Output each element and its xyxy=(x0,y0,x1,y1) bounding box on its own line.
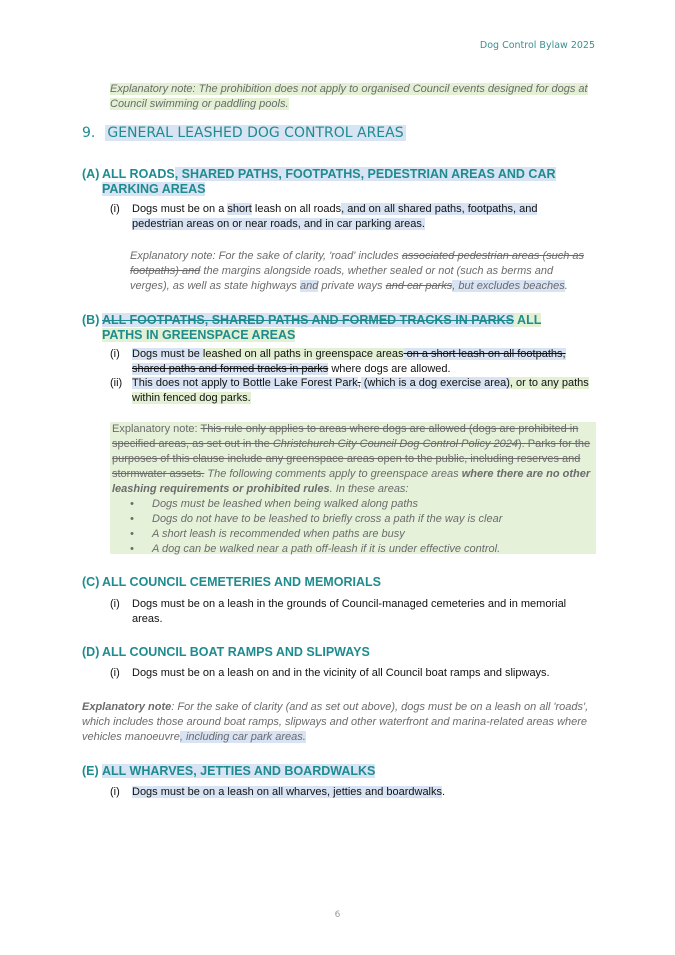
list-item xyxy=(130,512,596,527)
clause-text-added: leashed on all paths in greenspace areas xyxy=(202,348,404,360)
clause-b-ii xyxy=(110,376,590,404)
clause-text: This does not apply to Bottle Lake Forest Park xyxy=(132,377,358,389)
note-text-added: and xyxy=(299,280,319,292)
list-item-text: A dog can be walked near a path off-leash if it is under effective control. xyxy=(152,543,501,555)
clause-body xyxy=(132,376,590,406)
clause-a-i xyxy=(110,202,590,230)
note-text: the margins alongside roads, whether sealed or not (such as berms and verges), as well as state highways xyxy=(130,265,554,292)
subheading-d xyxy=(82,645,582,660)
subheading-a xyxy=(82,167,582,197)
note-text-added: , including car park areas. xyxy=(179,731,306,743)
subheading-letter: (A) xyxy=(82,167,100,181)
section-number: 9. xyxy=(82,125,96,141)
clause-text-added: , and on all shared paths, footpaths, and pedestrian areas on or near roads, and in car parking areas. xyxy=(132,203,538,230)
explanatory-note-greenspace xyxy=(110,422,596,554)
explanatory-note-road xyxy=(130,249,590,294)
note-label: Explanatory note xyxy=(82,701,172,713)
clause-number: (i) xyxy=(110,598,120,610)
clause-e-i xyxy=(110,785,590,800)
list-item-text: A short leash is recommended when paths are busy xyxy=(152,528,405,540)
bullet-icon: • xyxy=(130,543,134,555)
note-text-deleted: This rule only applies to areas where dogs are allowed (dogs are prohibited in specified areas, as set out in the xyxy=(112,423,579,450)
clause-number: (i) xyxy=(110,667,120,679)
running-header: Dog Control Bylaw 2025 xyxy=(479,40,595,51)
section-heading xyxy=(82,125,406,141)
section-title: GENERAL LEASHED DOG CONTROL AREAS xyxy=(107,125,404,141)
clause-body xyxy=(132,347,590,377)
note-text: Explanatory note: For the sake of clarity, 'road' includes xyxy=(130,250,402,262)
clause-text: Dogs must be on a xyxy=(132,203,228,215)
clause-body xyxy=(132,202,590,232)
greenspace-bullet-list xyxy=(110,497,596,557)
note-text: Explanatory note: xyxy=(112,423,201,435)
subheading-letter: (B) xyxy=(82,313,100,327)
clause-c-i xyxy=(110,597,590,625)
clause-body xyxy=(132,785,590,800)
note-text-deleted-policy: Christchurch City Council Dog Control Policy 2024 xyxy=(272,438,518,450)
subheading-a-part1: ALL ROADS xyxy=(102,167,175,181)
clause-text-added: short xyxy=(227,203,252,215)
bullet-icon: • xyxy=(130,498,134,510)
clause-text-added: , or to any paths within fenced dog parks. xyxy=(132,377,589,404)
explanatory-note-boat-ramps xyxy=(82,700,592,745)
clause-text-deleted: on a short leash on all footpaths, shared paths and formed tracks in parks xyxy=(132,348,566,375)
note-text-added: , but excludes beaches xyxy=(452,280,565,292)
clause-number: (ii) xyxy=(110,377,123,389)
list-item xyxy=(130,497,596,512)
note-text: Explanatory note: The prohibition does not apply to organised Council events designed for dogs at Council swimming or paddling pools. xyxy=(110,83,588,110)
clause-text: (which is a dog exercise area) xyxy=(360,377,510,389)
clause-body: Dogs must be on a leash on and in the vicinity of all Council boat ramps and slipways. xyxy=(132,667,550,679)
list-item xyxy=(130,527,596,542)
explanatory-note-pools xyxy=(110,82,595,112)
subheading-b-line2: PATHS IN GREENSPACE AREAS xyxy=(102,328,296,342)
note-text-deleted: and car parks xyxy=(385,280,453,292)
clause-text: where dogs are allowed. xyxy=(328,363,451,375)
note-text-deleted: ). Parks for the purposes of this clause include any greenspace areas open to the public, including reserves and stormwater assets. xyxy=(112,438,591,480)
clause-text: Dogs must be on a leash on all wharves, jetties and boardwalks xyxy=(132,786,443,798)
subheading-a-part2: , SHARED PATHS, FOOTPATHS, PEDESTRIAN AREAS AND CAR xyxy=(174,167,556,181)
subheading-b-added: ALL xyxy=(514,313,542,327)
clause-number: (i) xyxy=(110,786,120,798)
subheading-letter: (C) xyxy=(82,575,100,589)
clause-number: (i) xyxy=(110,348,120,360)
clause-d-i xyxy=(110,666,590,681)
clause-text: Dogs must be xyxy=(132,348,203,360)
page-number: 6 xyxy=(334,910,341,920)
list-item-text: Dogs must be leashed when being walked along paths xyxy=(152,498,419,510)
note-text-deleted: associated pedestrian areas (such as footpaths) and xyxy=(130,250,585,277)
list-item-text: Dogs do not have to be leashed to briefly cross a path if the way is clear xyxy=(152,513,503,525)
bullet-icon: • xyxy=(130,528,134,540)
clause-b-i xyxy=(110,347,590,375)
clause-text: leash on all roads xyxy=(251,203,342,215)
subheading-d-title: ALL COUNCIL BOAT RAMPS AND SLIPWAYS xyxy=(102,645,370,659)
subheading-c xyxy=(82,575,582,590)
note-text: : For the sake of clarity (and as set out above), dogs must be on a leash on all 'roads', which includes those around boat ramps, slipways and other waterfront and marina-related areas where vehicles manoeuvre xyxy=(82,701,589,743)
bullet-icon: • xyxy=(130,513,134,525)
clause-text: . xyxy=(442,786,446,798)
subheading-b xyxy=(82,313,582,343)
note-text: . In these areas: xyxy=(329,483,409,495)
subheading-e-title: ALL WHARVES, JETTIES AND BOARDWALKS xyxy=(102,764,376,778)
subheading-e xyxy=(82,764,582,779)
note-text: The following comments apply to greenspace areas xyxy=(204,468,462,480)
note-text: . xyxy=(564,280,568,292)
clause-body: Dogs must be on a leash in the grounds of Council-managed cemeteries and in memorial areas. xyxy=(132,598,567,625)
subheading-b-deleted: ALL FOOTPATHS, SHARED PATHS AND FORMED TRACKS IN PARKS xyxy=(102,313,515,327)
clause-number: (i) xyxy=(110,203,120,215)
note-text: private ways xyxy=(318,280,386,292)
list-item xyxy=(130,542,596,557)
subheading-letter: (D) xyxy=(82,645,100,659)
subheading-a-part3: PARKING AREAS xyxy=(102,182,206,196)
subheading-letter: (E) xyxy=(82,764,99,778)
subheading-c-title: ALL COUNCIL CEMETERIES AND MEMORIALS xyxy=(102,575,381,589)
note-text-emphasis: where there are no other leashing requirements or prohibited rules xyxy=(112,468,591,495)
clause-text-deleted: , xyxy=(357,377,361,389)
